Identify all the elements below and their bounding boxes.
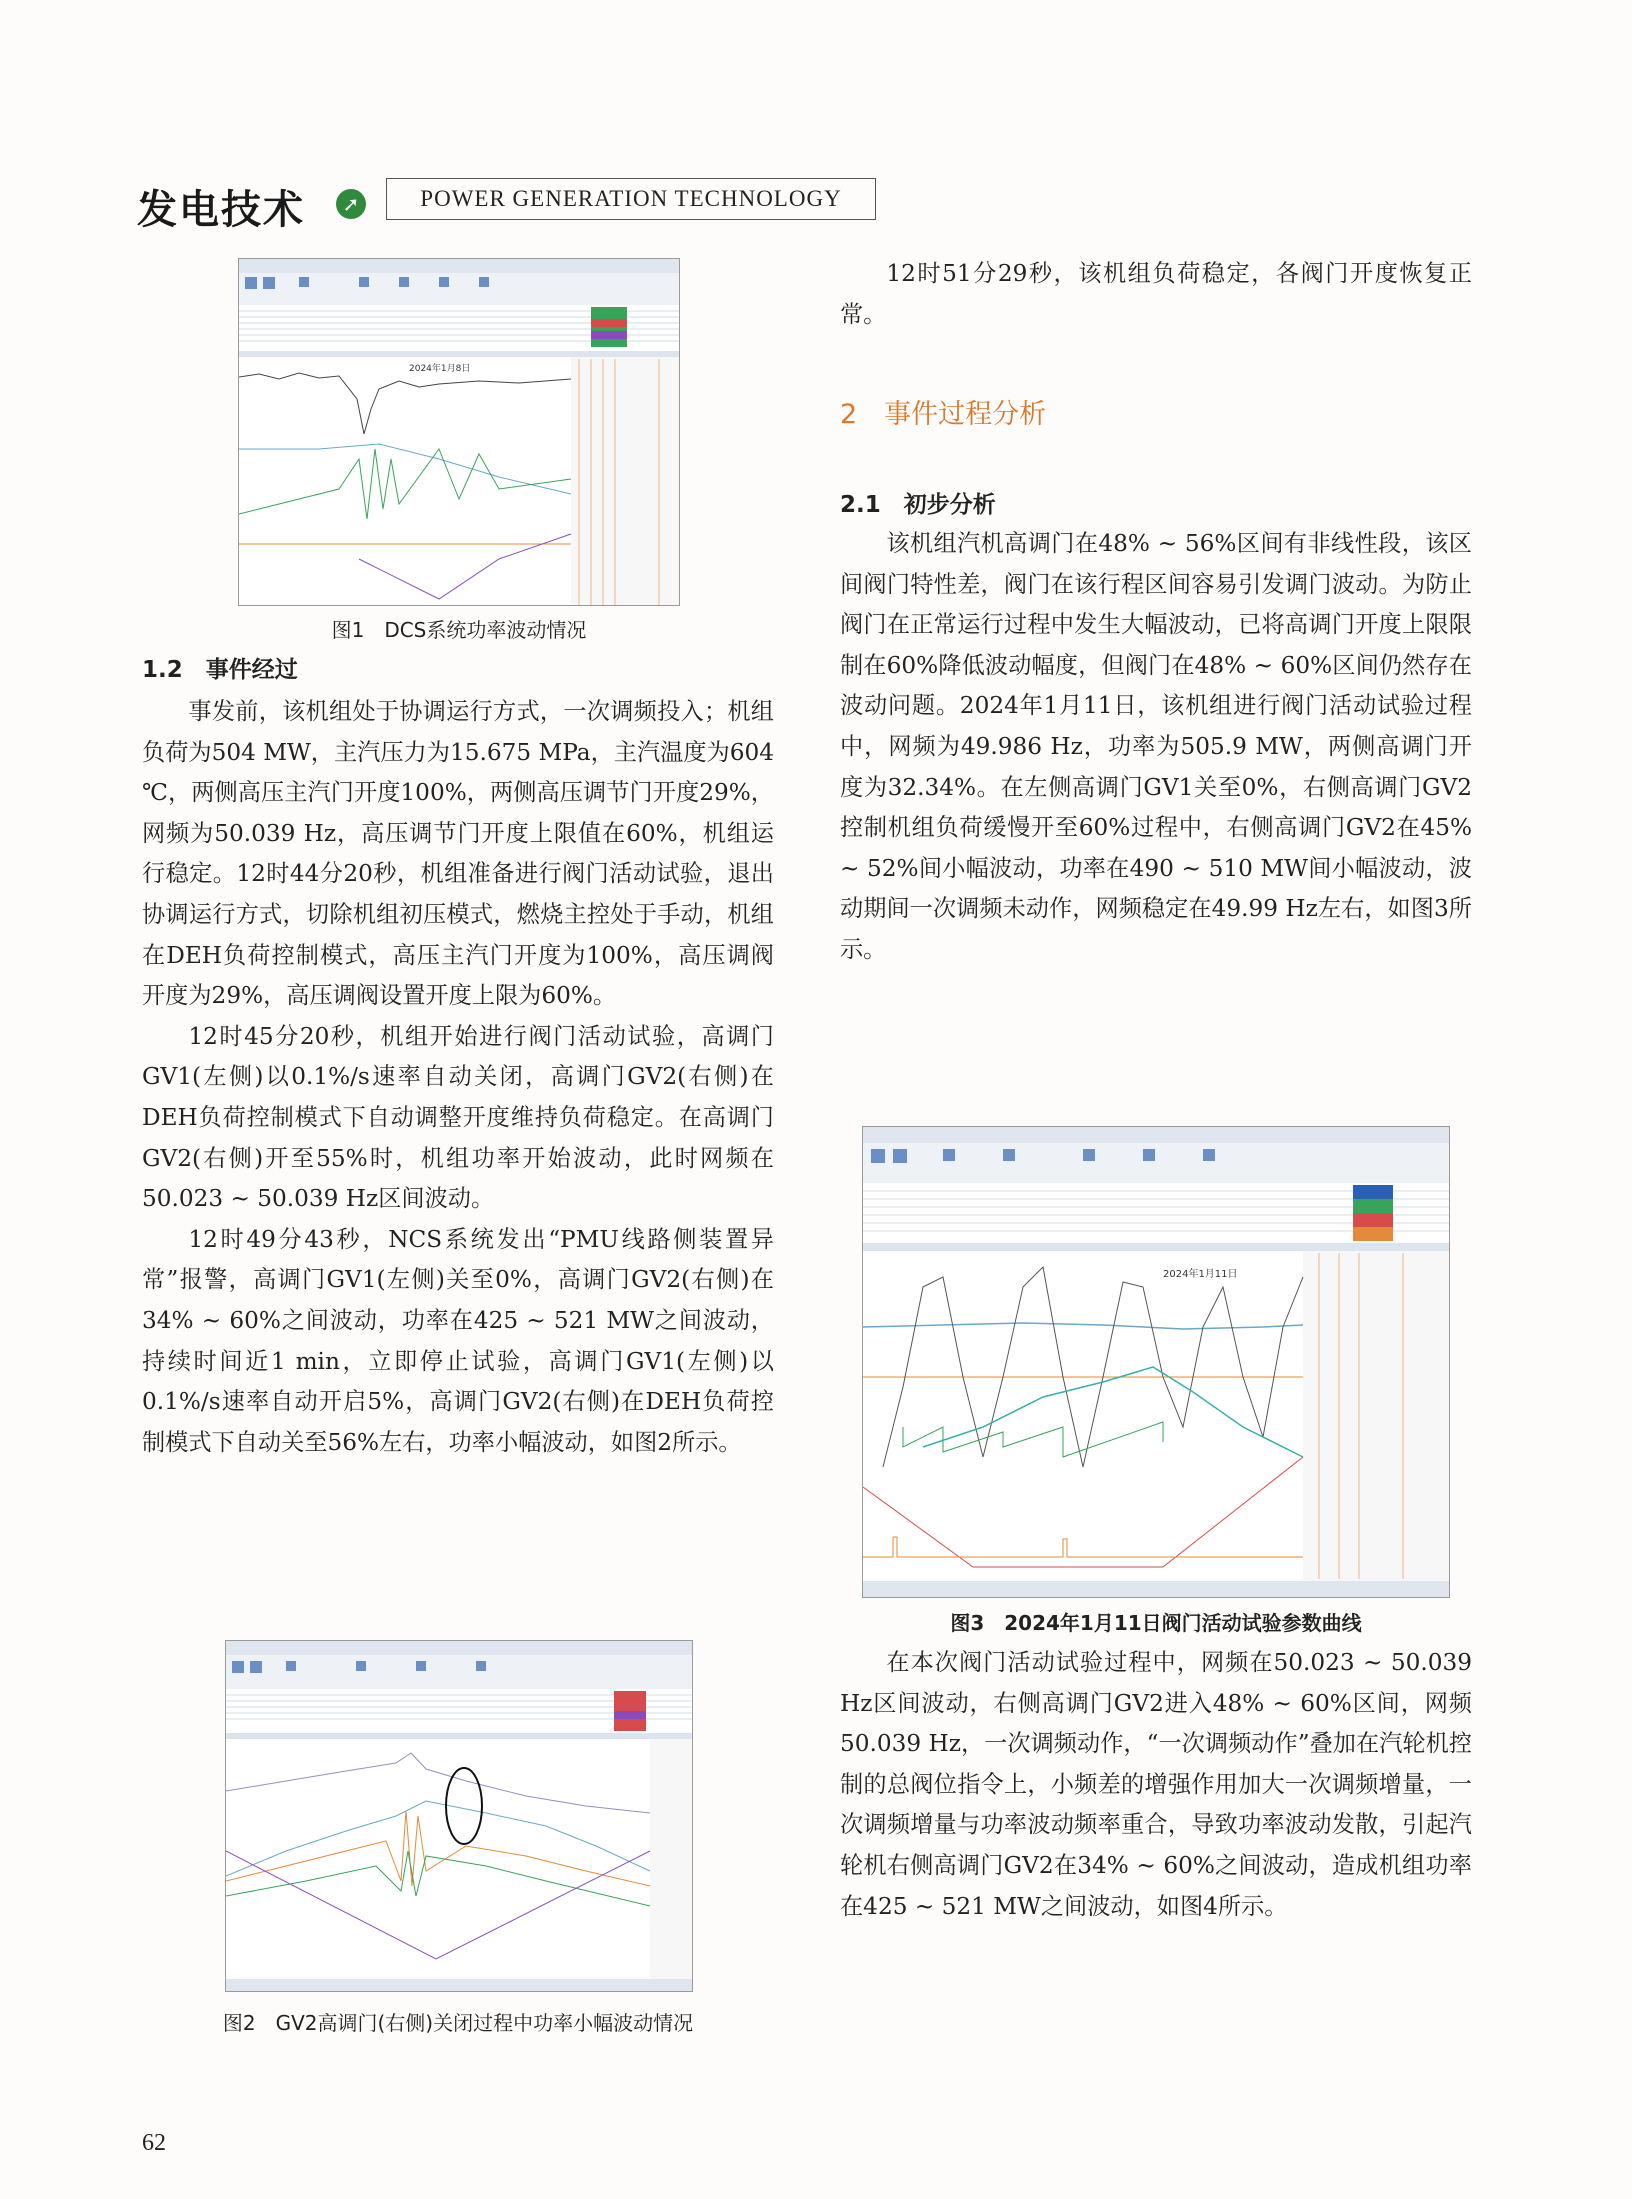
left-column-body [142,692,774,1463]
left-paragraph-1: 事发前，该机组处于协调运行方式，一次调频投入；机组负荷为504 MW，主汽压力为15.675 MPa，主汽温度为604 ℃，两侧高压主汽门开度100%，两侧高压调节门开度29%，网频为50.039 Hz，高压调节门开度上限值在60%，机组运行稳定。12时44分20秒，机组准备进行阀门活动试验，退出协调运行方式，切除机组初压模式，燃烧主控处于手动，机组在DEH负荷控制模式，高压主汽门开度为100%，高压调阀开度为29%，高压调阀设置开度上限为60%。 [142,698,774,1010]
fig3-handwritten-date: 2024年1月11日 [1163,1269,1238,1280]
left-paragraph-3: 12时49分43秒，NCS系统发出“PMU线路侧装置异常”报警，高调门GV1(左侧)关至0%，高调门GV2(右侧)在34% ~ 60%之间波动，功率在425 ~ 521 MW之间波动，持续时间近1 min，立即停止试验，高调门GV1(左侧)以0.1%/s速率自动开启5%，高调门GV2(右侧)在DEH负荷控制模式下自动关至56%左右，功率小幅波动，如图2所示。 [142,1225,774,1456]
right-column-bottom [840,1643,1472,1927]
figure-2-screenshot [225,1640,693,1992]
fig1-handwritten-date: 2024年1月8日 [409,364,471,374]
right-paragraph-2: 在本次阀门活动试验过程中，网频在50.023 ~ 50.039 Hz区间波动，右侧高调门GV2进入48% ~ 60%区间，网频50.039 Hz，一次调频动作，“一次调频动作”叠加在汽轮机控制的总阀位指令上，小频差的增强作用加大一次调频增量，一次调频增量与功率波动频率重合，导致功率波动发散，引起汽轮机右侧高调门GV2在34% ~ 60%之间波动，造成机组功率在425 ~ 521 MW之间波动，如图4所示。 [840,1649,1472,1920]
section-1-2-title: 1.2 事件经过 [142,657,298,683]
right-column-top [840,254,1472,335]
page-number: 62 [142,2130,166,2156]
figure-3-caption: 图3 2024年1月11日阀门活动试验参数曲线 [950,1611,1362,1635]
figure-3-screenshot [862,1126,1450,1598]
figure-1-caption: 图1 DCS系统功率波动情况 [331,618,587,642]
figure-1-screenshot [238,258,680,606]
right-column-body [840,524,1472,971]
right-paragraph-0: 12时51分29秒，该机组负荷稳定，各阀门开度恢复正常。 [840,260,1472,328]
figure-2-caption: 图2 GV2高调门(右侧)关闭过程中功率小幅波动情况 [222,2011,694,2035]
section-2-1-title: 2.1 初步分析 [840,492,996,518]
journal-brand: 发电技术 [137,187,305,233]
section-2-title: 2 事件过程分析 [840,399,1047,430]
left-paragraph-2: 12时45分20秒，机组开始进行阀门活动试验，高调门GV1(左侧)以0.1%/s速率自动关闭，高调门GV2(右侧)在DEH负荷控制模式下自动调整开度维持负荷稳定。在高调门GV2(右侧)开至55%时，机组功率开始波动，此时网频在50.023 ~ 50.039 Hz区间波动。 [142,1022,774,1213]
journal-english-title: POWER GENERATION TECHNOLOGY [386,178,876,220]
arrow-circle-icon: ➚ [336,189,366,219]
right-paragraph-1: 该机组汽机高调门在48% ~ 56%区间有非线性段，该区间阀门特性差，阀门在该行程区间容易引发调门波动。为防止阀门在正常运行过程中发生大幅波动，已将高调门开度上限限制在60%降低波动幅度，但阀门在48% ~ 60%区间仍然存在波动问题。2024年1月11日，该机组进行阀门活动试验过程中，网频为49.986 Hz，功率为505.9 MW，两侧高调门开度为32.34%。在左侧高调门GV1关至0%，右侧高调门GV2控制机组负荷缓慢开至60%过程中，右侧高调门GV2在45% ~ 52%间小幅波动，功率在490 ~ 510 MW间小幅波动，波动期间一次调频未动作，网频稳定在49.99 Hz左右，如图3所示。 [840,530,1472,963]
